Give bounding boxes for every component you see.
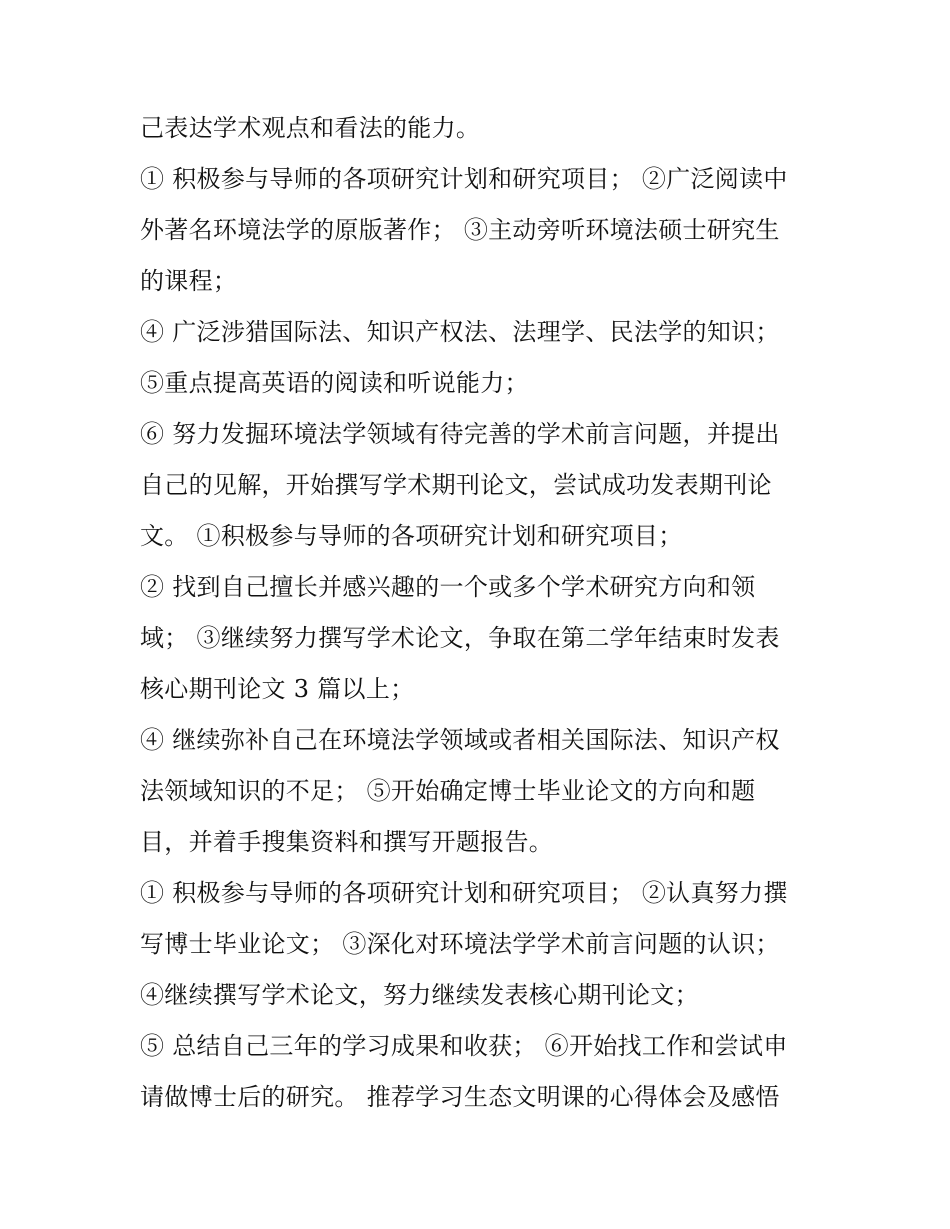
text-line: 目，并着手搜集资料和撰写开题报告。 xyxy=(140,828,554,856)
text-line: ⑥ 努力发掘环境法学领域有待完善的学术前言问题，并提出 xyxy=(140,420,780,448)
text-line: 核心期刊论文 3 篇以上； xyxy=(140,675,415,703)
text-line: 域； ③继续努力撰写学术论文，争取在第二学年结束时发表 xyxy=(140,624,780,652)
text-line: 己表达学术观点和看法的能力。 xyxy=(140,114,481,142)
text-line: ② 找到自己擅长并感兴趣的一个或多个学术研究方向和领 xyxy=(140,573,756,601)
text-line: 文。 ①积极参与导师的各项研究计划和研究项目； xyxy=(140,522,683,550)
text-line: ① 积极参与导师的各项研究计划和研究项目； ②广泛阅读中 xyxy=(140,165,788,193)
text-line: ① 积极参与导师的各项研究计划和研究项目； ②认真努力撰 xyxy=(140,879,788,907)
body-text xyxy=(140,103,820,1123)
text-line: 请做博士后的研究。 推荐学习生态文明课的心得体会及感悟 xyxy=(140,1083,780,1111)
text-line: ⑤ 总结自己三年的学习成果和收获； ⑥开始找工作和尝试申 xyxy=(140,1032,788,1060)
text-line: 外著名环境法学的原版著作； ③主动旁听环境法硕士研究生 xyxy=(140,216,780,244)
text-line: 的课程； xyxy=(140,267,238,295)
text-line: 法领域知识的不足； ⑤开始确定博士毕业论文的方向和题 xyxy=(140,777,756,805)
text-line: 自己的见解，开始撰写学术期刊论文，尝试成功发表期刊论 xyxy=(140,471,772,499)
text-line: 写博士毕业论文； ③深化对环境法学学术前言问题的认识； xyxy=(140,930,780,958)
text-line: ④ 继续弥补自己在环境法学领域或者相关国际法、知识产权 xyxy=(140,726,780,754)
text-line: ⑤重点提高英语的阅读和听说能力； xyxy=(140,369,529,397)
text-line: ④继续撰写学术论文，努力继续发表核心期刊论文； xyxy=(140,981,699,1009)
text-line: ④ 广泛涉猎国际法、知识产权法、法理学、民法学的知识； xyxy=(140,318,780,346)
